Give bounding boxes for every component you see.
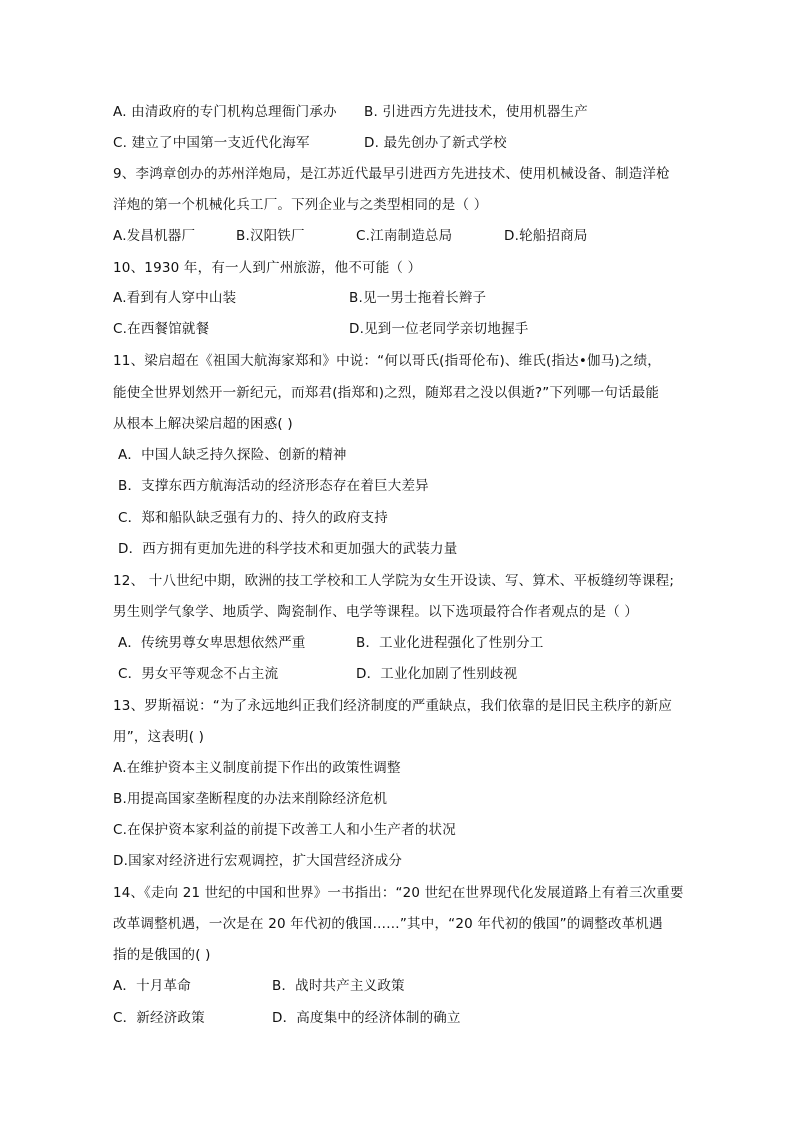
q9-option-b: B.汉阳铁厂 [236, 228, 305, 244]
q11-option-c: C．郑和船队缺乏强有力的、持久的政府支持 [118, 510, 388, 526]
q13-option-b: B.用提高国家垄断程度的办法来削除经济危机 [113, 791, 388, 807]
q14-stem-line2: 改革调整机遇，一次是在 20 年代初的俄国……”其中，“20 年代初的俄国”的调整改革机遇 [113, 916, 663, 932]
q14-option-b: B．战时共产主义政策 [272, 978, 405, 994]
q12-option-b: B．工业化进程强化了性别分工 [356, 635, 544, 651]
q9-stem-line2: 洋炮的第一个机械化兵工厂。下列企业与之类型相同的是（ ） [113, 197, 488, 213]
q12-stem-line2: 男生则学气象学、地质学、陶瓷制作、电学等课程。以下选项最符合作者观点的是（ ） [113, 604, 639, 620]
q10-option-a: A.看到有人穿中山装 [113, 290, 237, 306]
q12-option-d: D．工业化加剧了性别歧视 [356, 666, 518, 682]
q9-option-a: A.发昌机器厂 [113, 228, 196, 244]
q11-stem-line1: 11、梁启超在《祖国大航海家郑和》中说：“何以哥氏(指哥伦布)、维氏(指达•伽马)之绩， [113, 353, 662, 369]
q14-stem-line1: 14、《走向 21 世纪的中国和世界》一书指出：“20 世纪在世界现代化发展道路上有着三次重要 [113, 885, 684, 901]
q10-stem: 10、1930 年，有一人到广州旅游，他不可能（ ） [113, 260, 422, 276]
q13-stem-line2: 用”，这表明( ) [113, 729, 205, 745]
q8-option-b: B. 引进西方先进技术，使用机器生产 [364, 104, 588, 120]
q14-option-a: A．十月革命 [113, 978, 191, 994]
q14-stem-line3: 指的是俄国的( ) [113, 947, 211, 963]
q13-option-d: D.国家对经济进行宏观调控，扩大国营经济成分 [113, 853, 403, 869]
q11-option-b: B．支撑东西方航海活动的经济形态存在着巨大差异 [118, 478, 429, 494]
q13-option-a: A.在维护资本主义制度前提下作出的政策性调整 [113, 760, 401, 776]
q9-stem-line1: 9、李鸿章创办的苏州洋炮局，是江苏近代最早引进西方先进技术、使用机械设备、制造洋枪 [113, 166, 670, 182]
q11-stem-line3: 从根本上解决梁启超的困惑( ) [113, 416, 293, 432]
q14-option-d: D．高度集中的经济体制的确立 [272, 1010, 461, 1026]
q13-option-c: C.在保护资本家利益的前提下改善工人和小生产者的状况 [113, 822, 456, 838]
q12-stem-line1: 12、 十八世纪中期，欧洲的技工学校和工人学院为女生开设读、写、算术、平板缝纫等课程; [113, 573, 675, 589]
q8-option-c: C. 建立了中国第一支近代化海军 [113, 135, 310, 151]
q10-option-c: C.在西餐馆就餐 [113, 321, 210, 337]
q10-option-d: D.见到一位老同学亲切地握手 [349, 321, 529, 337]
q11-stem-line2: 能使全世界划然开一新纪元，而郑君(指郑和)之烈，随郑君之没以俱逝?”下列哪一句话最能 [113, 385, 660, 401]
q9-option-c: C.江南制造总局 [356, 228, 453, 244]
q8-option-d: D. 最先创办了新式学校 [364, 135, 507, 151]
q12-option-a: A．传统男尊女卑思想依然严重 [118, 635, 306, 651]
q13-stem-line1: 13、罗斯福说：“为了永远地纠正我们经济制度的严重缺点，我们依靠的是旧民主秩序的新应 [113, 698, 673, 714]
q11-option-d: D．西方拥有更加先进的科学技术和更加强大的武装力量 [118, 541, 458, 557]
q14-option-c: C．新经济政策 [113, 1010, 205, 1026]
q12-option-c: C．男女平等观念不占主流 [118, 666, 279, 682]
q9-option-d: D.轮船招商局 [504, 228, 588, 244]
q8-option-a: A. 由清政府的专门机构总理衙门承办 [113, 104, 337, 120]
q11-option-a: A．中国人缺乏持久探险、创新的精神 [118, 447, 347, 463]
q10-option-b: B.见一男士拖着长辫子 [349, 290, 487, 306]
